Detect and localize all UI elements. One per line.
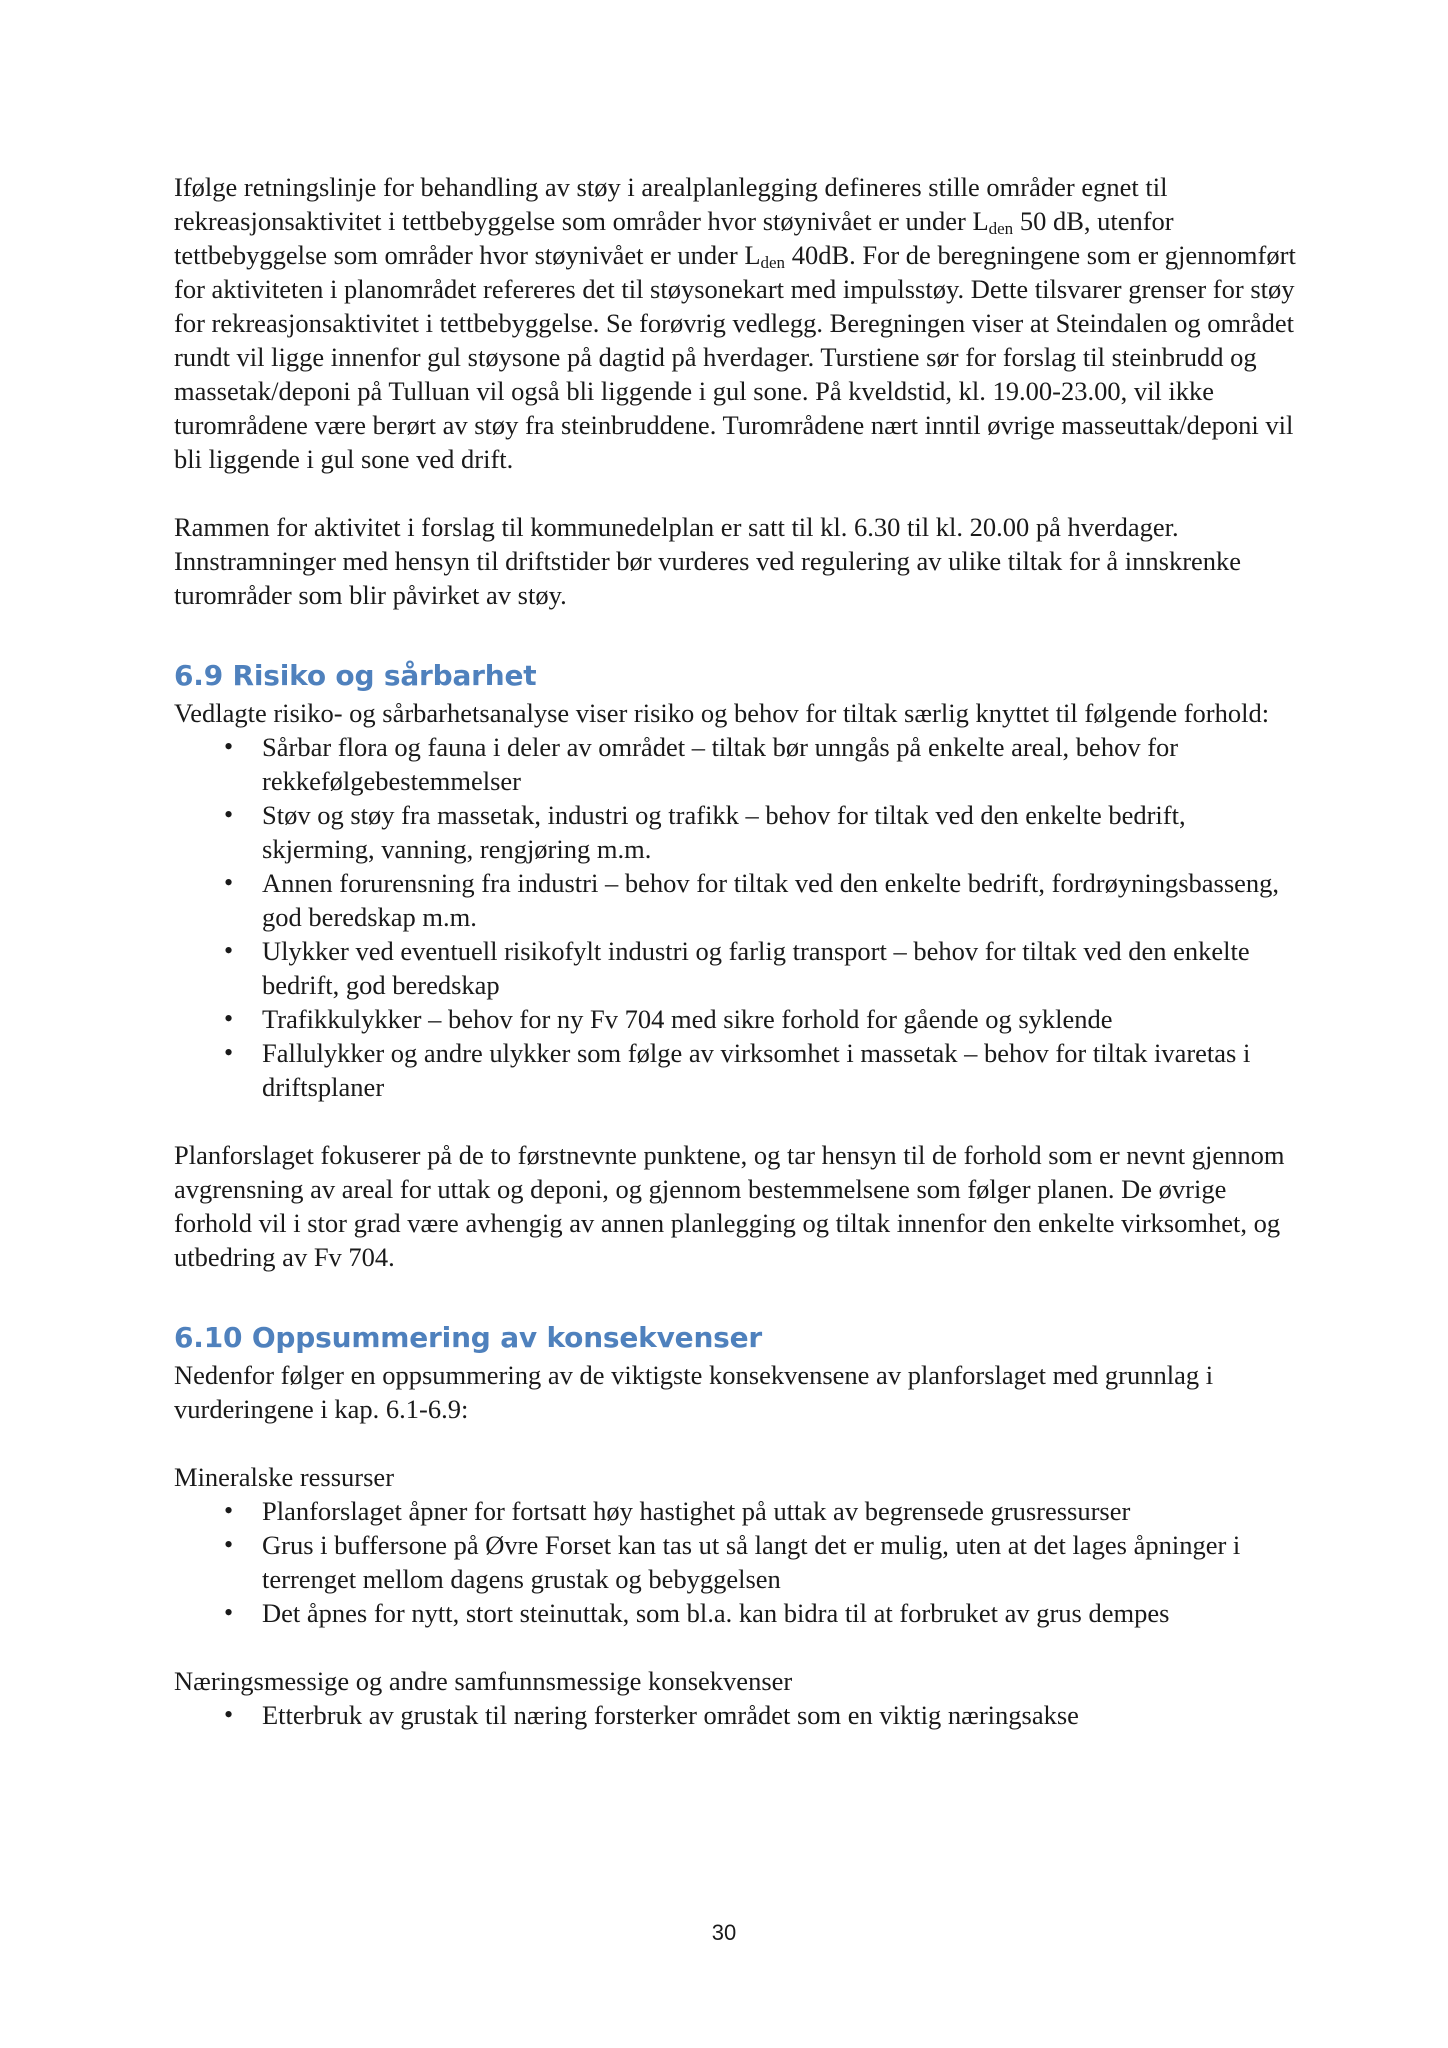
list-item: • Trafikkulykker – behov for ny Fv 704 med sikre forhold for gående og syklende: [174, 1002, 1304, 1036]
noise-paragraph: [174, 170, 1304, 476]
list-item: • Støv og støy fra massetak, industri og trafikk – behov for tiltak ved den enkelte bedrift, skjerming, vanning, rengjøring m.m.: [174, 798, 1304, 866]
activity-frame-paragraph: Rammen for aktivitet i forslag til kommunedelplan er satt til kl. 6.30 til kl. 20.00 på hverdager. Innstramninger med hensyn til driftstider bør vurderes ved regulering av ulike tiltak for å innskrenke turområder som blir påvirket av støy.: [174, 512, 1242, 610]
list-item: • Etterbruk av grustak til næring forsterker området som en viktig næringsakse: [174, 1698, 1304, 1732]
lden-subscript-2: den: [760, 253, 786, 272]
list-item: • Grus i buffersone på Øvre Forset kan tas ut så langt det er mulig, uten at det lages åpninger i terrenget mellom dagens grustak og bebyggelsen: [174, 1528, 1304, 1596]
risk-bullet-list: [174, 730, 1304, 1104]
mineral-bullet-list: [174, 1494, 1304, 1630]
noise-text-1: Ifølge retningslinje for behandling av støy i arealplanlegging defineres stille områder egnet til rekreasjonsaktivitet i tettbebyggelse som områder hvor støynivået er under L: [174, 172, 1168, 236]
list-item: • Sårbar flora og fauna i deler av området – tiltak bør unngås på enkelte areal, behov for rekkefølgebestemmelser: [174, 730, 1304, 798]
page-number: 30: [711, 1920, 737, 1945]
list-item: • Planforslaget åpner for fortsatt høy hastighet på uttak av begrensede grusressurser: [174, 1494, 1304, 1528]
noise-text-2: 50 dB, utenfor tettbebyggelse som områder hvor støynivået er under L: [174, 206, 1174, 270]
section-6-9-heading: 6.9 Risiko og sårbarhet: [174, 659, 537, 692]
document-body: [174, 170, 1304, 1732]
list-item: • Det åpnes for nytt, stort steinuttak, som bl.a. kan bidra til at forbruket av grus dempes: [174, 1596, 1304, 1630]
lden-subscript-1: den: [988, 219, 1014, 238]
noise-text-3: 40dB. For de beregningene som er gjennomført for aktiviteten i planområdet refereres det til støysonekart med impulsstøy. Dette tilsvarer grenser for støy for rekreasjonsaktivitet i tettbebyggelse. Se forøvrig vedlegg. Beregningen viser at Steindalen og området rundt vil ligge innenfor gul støysone på dagtid på hverdager. Turstiene sør for forslag til steinbrudd og massetak/deponi på Tulluan vil også bli liggende i gul sone. På kveldstid, kl. 19.00-23.00, vil ikke turområdene være berørt av støy fra steinbruddene. Turområdene nært inntil øvrige masseuttak/deponi vil bli liggende i gul sone ved drift.: [174, 240, 1296, 474]
mineral-resources-subheading: Mineralske ressurser: [174, 1462, 395, 1492]
section-6-10-intro: Nedenfor følger en oppsummering av de viktigste konsekvensene av planforslaget med grunnlag i vurderingene i kap. 6.1-6.9:: [174, 1360, 1214, 1424]
business-bullet-list: [174, 1698, 1304, 1732]
list-item: • Annen forurensning fra industri – behov for tiltak ved den enkelte bedrift, fordrøyningsbasseng, god beredskap m.m.: [174, 866, 1304, 934]
section-6-9-closing: Planforslaget fokuserer på de to førstnevnte punktene, og tar hensyn til de forhold som er nevnt gjennom avgrensning av areal for uttak og deponi, og gjennom bestemmelsene som følger planen. De øvrige forhold vil i stor grad være avhengig av annen planlegging og tiltak innenfor den enkelte virksomhet, og utbedring av Fv 704.: [174, 1140, 1285, 1272]
section-6-9-intro: Vedlagte risiko- og sårbarhetsanalyse viser risiko og behov for tiltak særlig knyttet til følgende forhold:: [174, 698, 1270, 728]
business-consequences-subheading: Næringsmessige og andre samfunnsmessige konsekvenser: [174, 1666, 793, 1696]
list-item: • Fallulykker og andre ulykker som følge av virksomhet i massetak – behov for tiltak ivaretas i driftsplaner: [174, 1036, 1304, 1104]
list-item: • Ulykker ved eventuell risikofylt industri og farlig transport – behov for tiltak ved den enkelte bedrift, god beredskap: [174, 934, 1304, 1002]
section-6-10-heading: 6.10 Oppsummering av konsekvenser: [174, 1321, 763, 1354]
